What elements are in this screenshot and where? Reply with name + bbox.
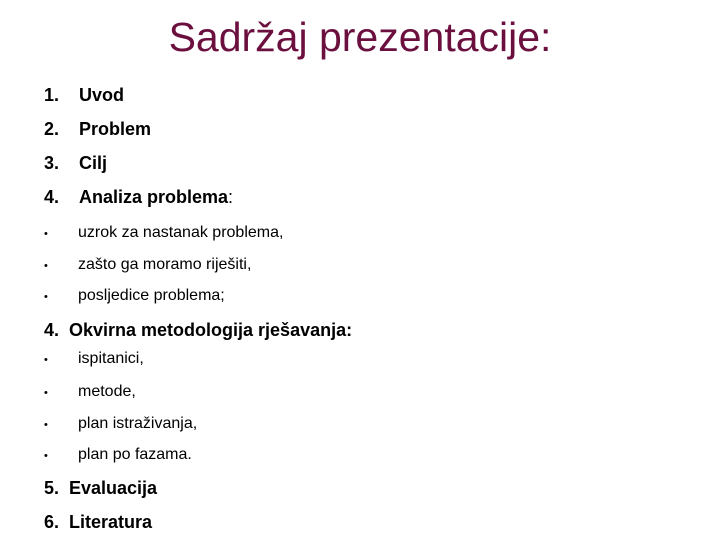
bullet-text: ispitanici,	[78, 350, 144, 367]
list-item-literatura	[44, 512, 152, 533]
list-item-evaluacija	[44, 478, 157, 499]
item-number: 6.	[44, 512, 60, 532]
bullet-icon: •	[44, 419, 48, 431]
item-number: 4.	[44, 187, 60, 207]
bullet-item	[44, 415, 197, 433]
item-number: 5.	[44, 478, 60, 498]
bullet-text: plan istraživanja,	[78, 415, 198, 432]
bullet-text: metode,	[78, 383, 136, 400]
item-label: Problem	[79, 119, 152, 139]
item-number: 1.	[44, 85, 60, 105]
list-item-metodologija	[44, 320, 352, 341]
bullet-icon: •	[44, 450, 48, 462]
bullet-icon: •	[44, 228, 48, 240]
bullet-text: plan po fazama.	[78, 446, 192, 463]
item-number: 3.	[44, 153, 60, 173]
list-item-cilj	[44, 153, 107, 174]
slide-title: Sadržaj prezentacije:	[168, 14, 552, 60]
bullet-item	[44, 287, 225, 305]
list-item-analiza	[44, 187, 233, 208]
item-label: Uvod	[79, 85, 124, 105]
bullet-item	[44, 383, 136, 401]
bullet-icon: •	[44, 387, 48, 399]
item-label: Okvirna metodologija rješavanja:	[69, 320, 353, 340]
item-number: 4.	[44, 320, 60, 340]
item-label: Cilj	[79, 153, 108, 173]
bullet-item	[44, 446, 192, 464]
bullet-item	[44, 350, 144, 368]
bullet-icon: •	[44, 260, 48, 272]
bullet-icon: •	[44, 354, 48, 366]
bullet-item	[44, 256, 251, 274]
bullet-text: posljedice problema;	[78, 287, 225, 304]
bullet-text: zašto ga moramo riješiti,	[78, 256, 252, 273]
bullet-text: uzrok za nastanak problema,	[78, 224, 284, 241]
list-item-problem	[44, 119, 151, 140]
bullet-item	[44, 224, 283, 242]
bullet-icon: •	[44, 291, 48, 303]
item-label: Evaluacija	[69, 478, 158, 498]
item-suffix: :	[228, 187, 234, 207]
list-item-uvod	[44, 85, 124, 106]
item-number: 2.	[44, 119, 60, 139]
item-label: Literatura	[69, 512, 153, 532]
item-label: Analiza problema	[79, 187, 229, 207]
